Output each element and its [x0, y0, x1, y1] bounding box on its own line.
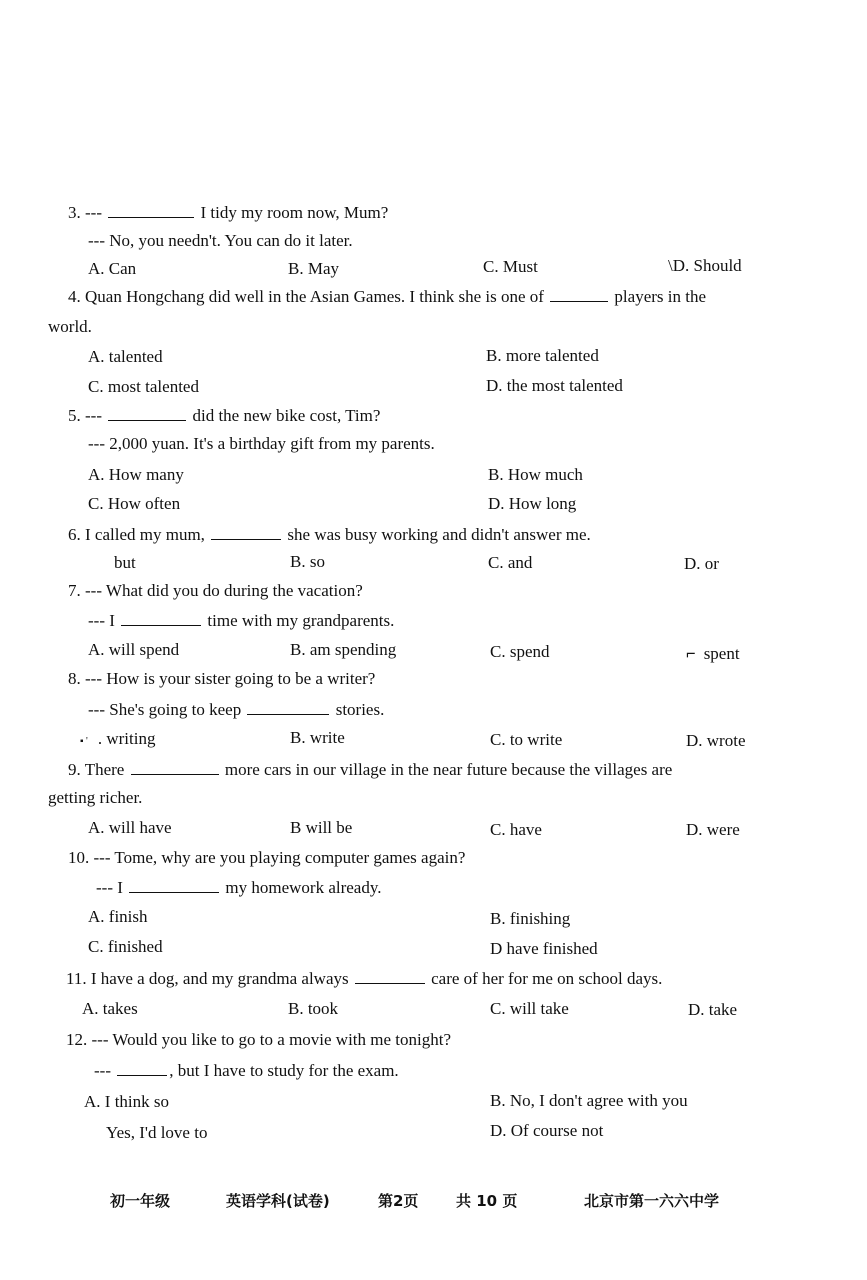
question-9-stem: 9. There more cars in our village in the near future because the villages are — [68, 760, 673, 779]
question-4-option-b: B. more talented — [486, 346, 599, 365]
question-5-reply: --- 2,000 yuan. It's a birthday gift from my parents. — [88, 434, 435, 453]
question-3-reply: --- No, you needn't. You can do it later. — [88, 231, 353, 250]
question-8-option-c: C. to write — [490, 730, 563, 749]
footer-school: 北京市第一六六中学 — [584, 1192, 720, 1210]
answer-blank — [108, 201, 194, 218]
answer-blank — [117, 1059, 167, 1076]
answer-blank — [121, 609, 201, 626]
question-10-stem: 10. --- Tome, why are you playing computer games again? — [68, 848, 466, 867]
answer-blank — [247, 698, 329, 715]
question-12-reply: --- , but I have to study for the exam. — [94, 1061, 399, 1080]
question-4-option-d: D. the most talented — [486, 376, 623, 395]
question-7-reply: --- I time with my grandparents. — [88, 611, 395, 630]
question-4-option-a: A. talented — [88, 347, 163, 366]
question-9-option-c: C. have — [490, 820, 542, 839]
answer-blank — [131, 758, 219, 775]
footer-total-pages: 共 10 页 — [456, 1192, 518, 1210]
question-6-option-c: C. and — [488, 553, 533, 572]
question-6-stem: 6. I called my mum, she was busy working and didn't answer me. — [68, 525, 591, 544]
question-10-option-a: A. finish — [88, 907, 148, 926]
question-10-option-d: D have finished — [490, 939, 598, 958]
question-9-option-b: B will be — [290, 818, 353, 837]
question-8-option-a: ▪ ' . writing — [80, 729, 156, 748]
answer-blank — [550, 285, 608, 302]
question-10-reply: --- I my homework already. — [96, 878, 382, 897]
question-10-option-b: B. finishing — [490, 909, 571, 928]
question-8-reply: --- She's going to keep stories. — [88, 700, 385, 719]
question-3-option-c: C. Must — [483, 257, 538, 276]
question-7-option-c: C. spend — [490, 642, 550, 661]
question-4-stem: 4. Quan Hongchang did well in the Asian Games. I think she is one of players in the — [68, 287, 707, 306]
question-8-option-d: D. wrote — [686, 731, 746, 750]
answer-blank — [108, 404, 186, 421]
question-9-option-d: D. were — [686, 820, 740, 839]
footer-grade: 初一年级 — [110, 1192, 171, 1210]
question-7-option-a: A. will spend — [88, 640, 180, 659]
question-12-option-b: B. No, I don't agree with you — [490, 1091, 688, 1110]
question-5-stem: 5. --- did the new bike cost, Tim? — [68, 406, 381, 425]
question-4-option-c: C. most talented — [88, 377, 199, 396]
question-4-stem-cont: world. — [48, 317, 92, 336]
question-8-stem: 8. --- How is your sister going to be a writer? — [68, 669, 376, 688]
question-3-option-a: A. Can — [88, 259, 137, 278]
question-12-option-c: Yes, I'd love to — [106, 1123, 208, 1142]
question-11-option-b: B. took — [288, 999, 339, 1018]
footer-page-number: 第2页 — [378, 1192, 419, 1210]
question-3-option-d: \D. Should — [668, 256, 742, 275]
question-8-option-b: B. write — [290, 728, 345, 747]
answer-blank — [129, 876, 219, 893]
question-11-option-a: A. takes — [82, 999, 138, 1018]
question-6-option-a: but — [114, 553, 136, 572]
question-11-stem: 11. I have a dog, and my grandma always care of her for me on school days. — [66, 969, 663, 988]
question-12-option-d: D. Of course not — [490, 1121, 604, 1140]
question-5-option-a: A. How many — [88, 465, 184, 484]
question-7-stem: 7. --- What did you do during the vacation? — [68, 581, 363, 600]
footer-subject: 英语学科(试卷) — [226, 1192, 330, 1210]
question-6-option-b: B. so — [290, 552, 325, 571]
question-6-option-d: D. or — [684, 554, 719, 573]
question-11-option-c: C. will take — [490, 999, 569, 1018]
question-11-option-d: D. take — [688, 1000, 738, 1019]
question-3-option-b: B. May — [288, 259, 339, 278]
question-12-option-a: A. I think so — [84, 1092, 169, 1111]
question-9-stem-cont: getting richer. — [48, 788, 143, 807]
answer-blank — [211, 523, 281, 540]
question-9-option-a: A. will have — [88, 818, 172, 837]
question-5-option-b: B. How much — [488, 465, 583, 484]
question-7-option-d: ⌐ spent — [686, 644, 740, 663]
question-5-option-d: D. How long — [488, 494, 577, 513]
question-10-option-c: C. finished — [88, 937, 163, 956]
question-3-stem: 3. --- I tidy my room now, Mum? — [68, 203, 389, 222]
question-7-option-b: B. am spending — [290, 640, 397, 659]
answer-blank — [355, 967, 425, 984]
question-5-option-c: C. How often — [88, 494, 181, 513]
question-12-stem: 12. --- Would you like to go to a movie with me tonight? — [66, 1030, 452, 1049]
